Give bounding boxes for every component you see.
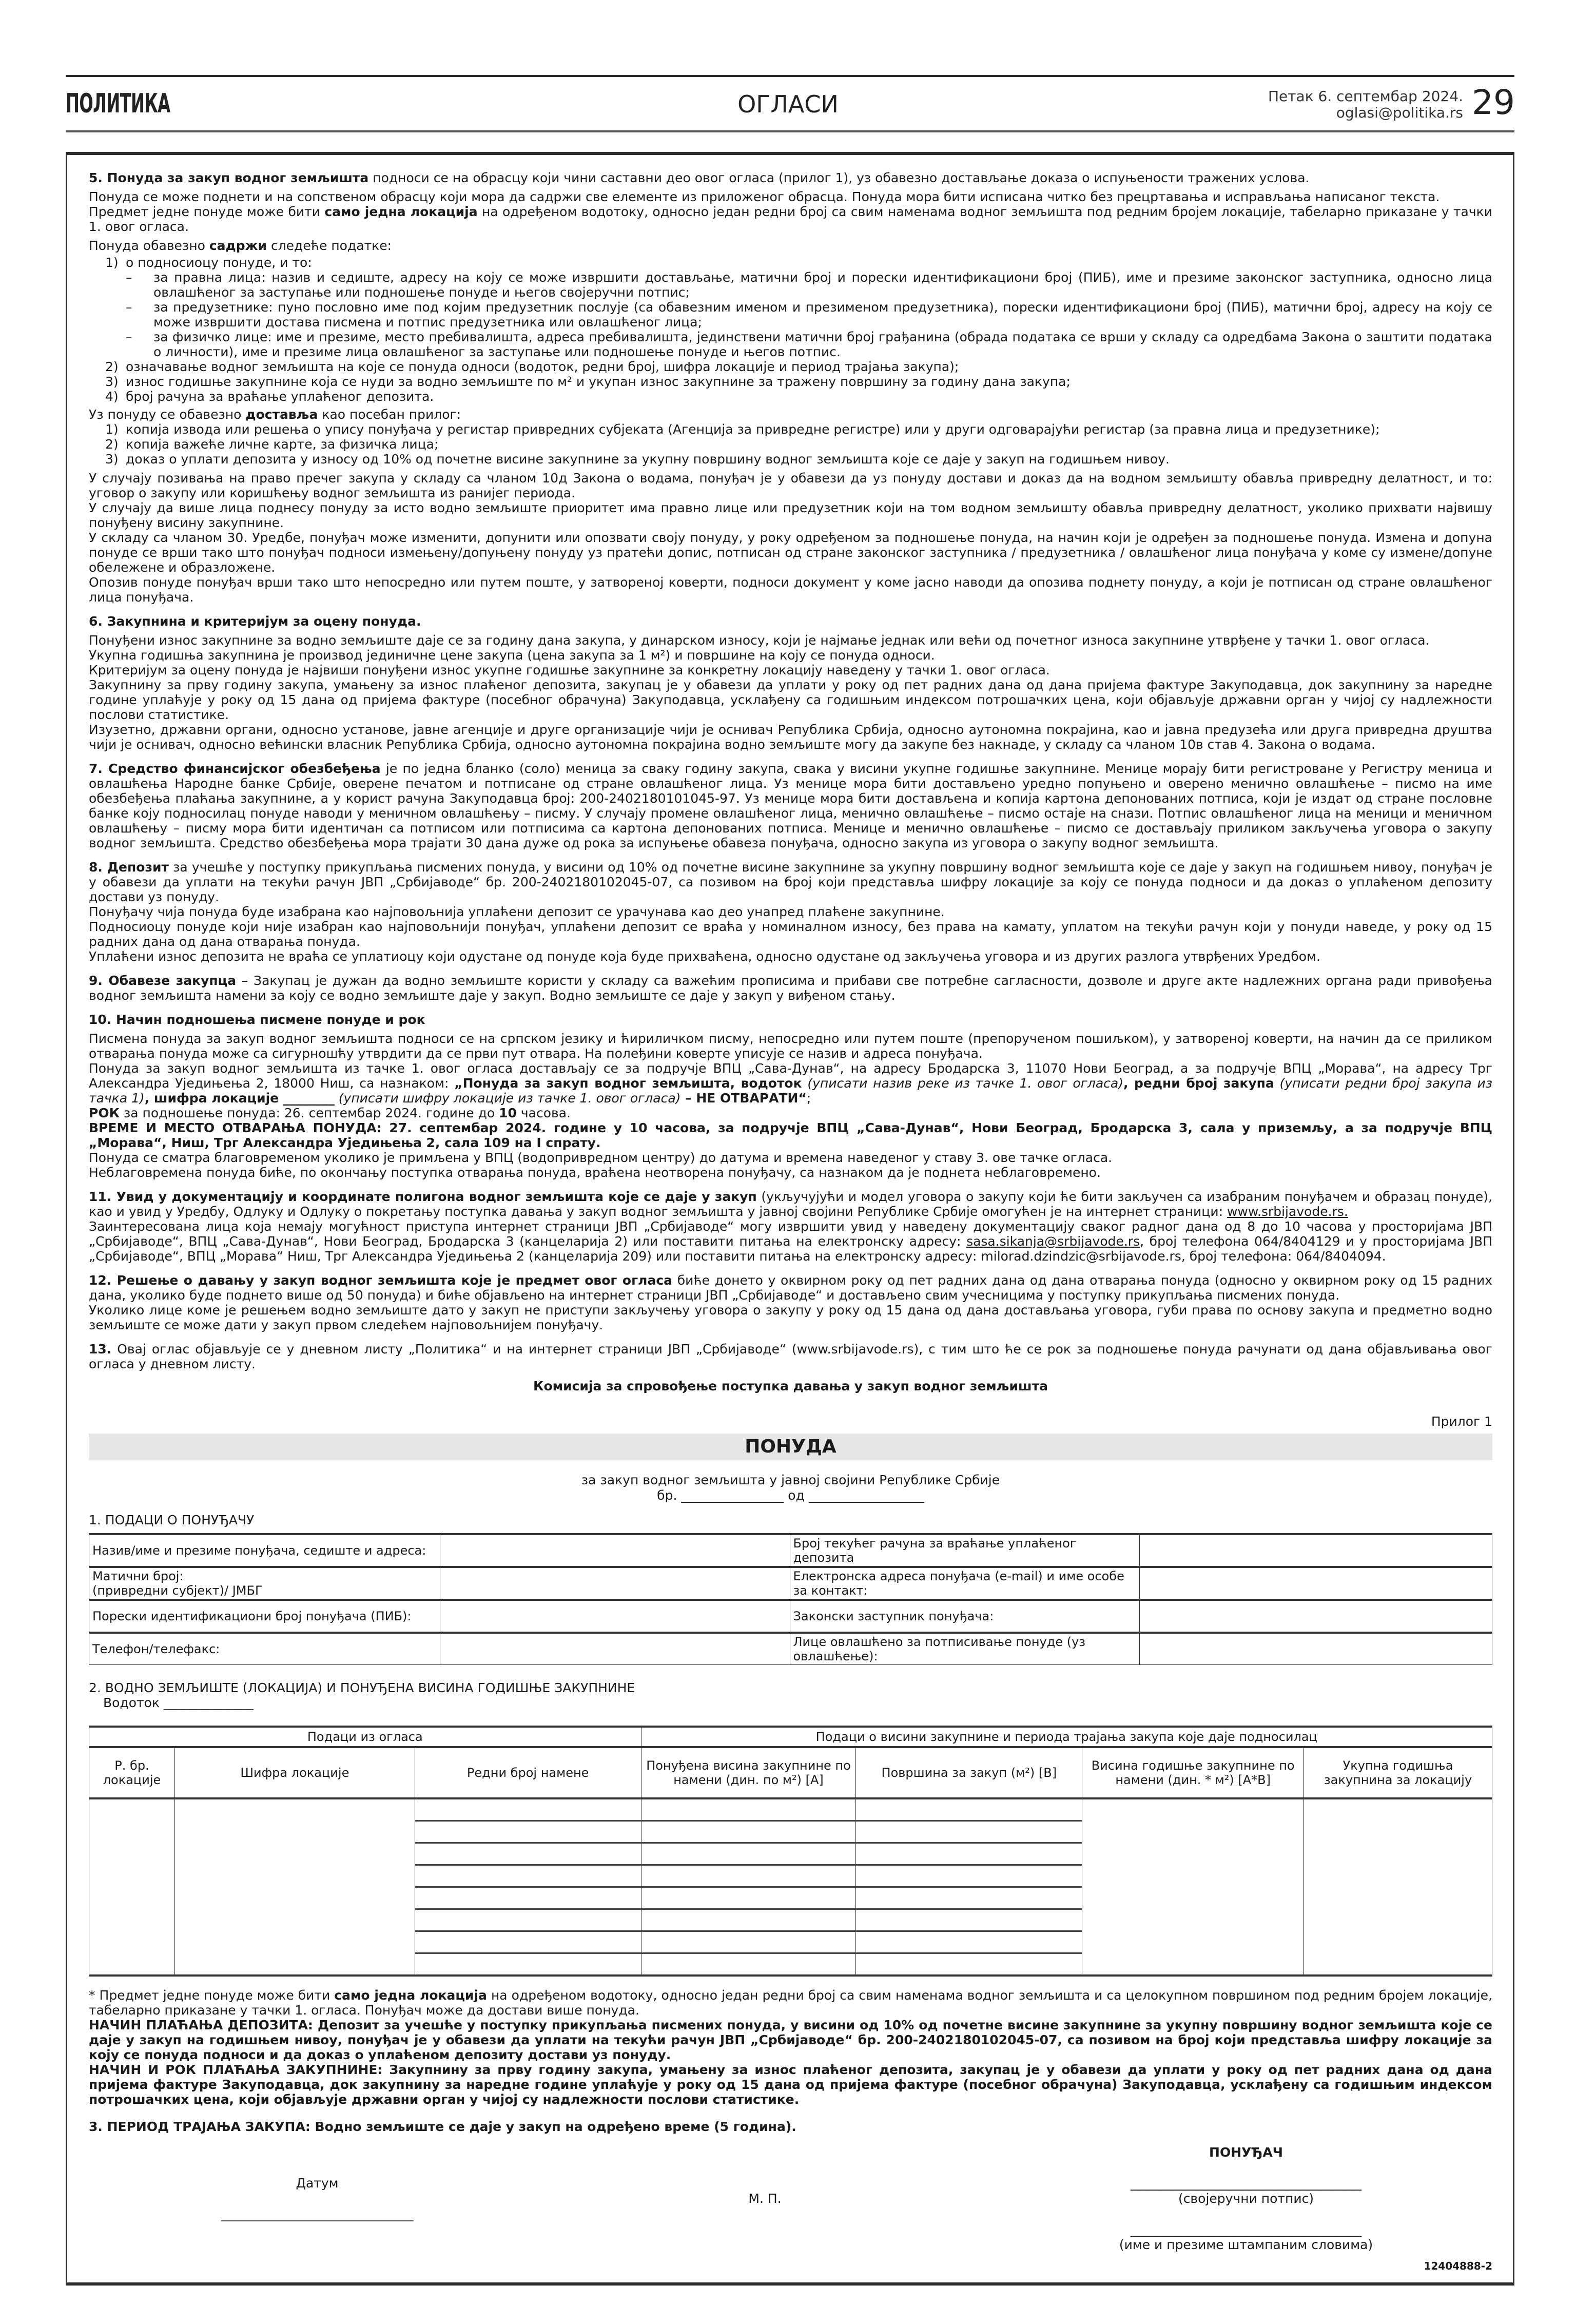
purpose-number-cell[interactable] bbox=[415, 1821, 641, 1843]
page-number: 29 bbox=[1472, 83, 1515, 122]
location-offer-table bbox=[89, 1726, 1492, 1977]
group-header-ad-data: Подаци из огласа bbox=[89, 1727, 641, 1747]
section-5 bbox=[89, 170, 1492, 404]
form-section-1: 1. ПОДАЦИ О ПОНУЂАЧУ bbox=[89, 1513, 255, 1527]
section-6 bbox=[89, 614, 1492, 752]
content-list bbox=[89, 255, 1492, 404]
section-7: 7. Средство финансијског обезбеђења је по једна бланко (соло) меница за сваку годину закупа, свака у висини укупне годишње закупнине. Менице морају бити регистроване у Регистру меница и овлашћења Народне банке Србије, оверене печатом и потписане од стране овлашћеног лица. Уз менице мора бити достављено уредно попуњено и оверено менично овлашћење – писмо на име обезбеђења плаћања закупнине, а у корист рачуна Закуподавца број: 200-2402180101045-97. Уз менице мора бити достављена и копија картона депонованих потписа, који је издат од стране пословне банке коју подносилац понуде наводи у меничном овлашћењу – писму. У случају промене овлашћеног лица, менично овлашћење – писмо остаје на снази. Потпис овлашћеног лица на меници и меничном овлашћењу – писму мора бити идентичан са потписом или потписима са картона депонованих потписа. Менице и менично овлашћење – писмо се достављају приликом закључења уговора о закупу водног земљишта. Средство обезбеђења мора трајати 30 дана дуже од рока за испуњење обавеза понуђача, односно закупа из уговора о закупу водног земљишта. bbox=[89, 761, 1492, 850]
form-notes: * Предмет једне понуде може бити само једна локација на одређеном водотоку, односно један редни број са свим наменама водног земљишта и са целокупном површином под редним бројем локације, табеларно приказане у тачки 1. огласа. Понуђач може да достави више понуда. НАЧИН ПЛАЋАЊА ДЕПОЗИТА: Депозит за учешће у поступку прикупљања писмених понуда, у висини од 10% од почетне висине закупнине за укупну површину водног земљишта које се даје у закуп на годишњем нивоу, понуђач је у обавези да уплати на текући рачун ЈВП „Србијаводе“ бр. 200-2402180102045-07, са позивом на број који представља шифру локације за коју се понуда подноси и да доказ о уплаћеном депозиту достави уз понуду. НАЧИН И РОК ПЛАЋАЊА ЗАКУПНИНЕ: Закупнину за прву годину закупа, умањену за износ плаћеног депозита, закупац је у обавези да уплати у року од пет радних дана од дана пријема фактуре Закуподавца, док закупнину за наредне године уплаћује у року од 15 дана од пријема фактуре (посебног обрачуна) Закуподавца, усклађену са годишњим индексом потрошачких цена, који објављује државни орган у чијој су надлежности послови статистике. bbox=[89, 1988, 1492, 2107]
printed-name-label: (име и презиме штампаним словима) bbox=[1119, 2237, 1373, 2252]
date-block bbox=[207, 2176, 427, 2222]
offered-rent-cell[interactable] bbox=[641, 1798, 856, 1821]
s6-title: 6. Закупнина и критеријум за оцену понуда. bbox=[89, 614, 421, 629]
field-input[interactable] bbox=[1140, 1633, 1492, 1665]
table-row bbox=[89, 1798, 1492, 1821]
area-cell[interactable] bbox=[856, 1865, 1082, 1887]
top-rule bbox=[66, 75, 1514, 77]
column-header: Понуђена висина закупнине по намени (дин. по м²) [A] bbox=[641, 1747, 856, 1798]
ad-code: 12404888-2 bbox=[1424, 2260, 1492, 2272]
deposit-payment-note: НАЧИН ПЛАЋАЊА ДЕПОЗИТА: Депозит за учешће у поступку прикупљања писмених понуда, у висини од 10% од почетне висине закупнине за укупну површину водног земљишта које се даје у закуп на годишњем нивоу, понуђач је у обавези да уплати на текући рачун ЈВП „Србијаводе“ бр. 200-2402180102045-07, са позивом на број који представља шифру локације за коју се понуда подноси и да доказ о уплаћеном депозиту достави уз понуду. bbox=[89, 2018, 1492, 2062]
watercourse-field[interactable]: Водоток ______________ bbox=[103, 1695, 254, 1710]
paragraph: Опозив понуде понуђач врши тако што непосредно или путем поште, у затвореној коверти, подноси документ у коме јасно наводи да опозива поднету понуду, а који је потписан од стране овлашћеног лица понуђача. bbox=[89, 575, 1492, 605]
paragraph: Критеријум за оцену понуда је највиши понуђени износ укупне годишње закупнине за конкретну локацију наведену у тачки 1. овог огласа. bbox=[89, 663, 1050, 677]
stamp-block bbox=[688, 2191, 842, 2206]
bidder-label: ПОНУЂАЧ bbox=[1209, 2145, 1283, 2160]
list-item: 2) копија важеће личне карте, за физичка лица; bbox=[105, 437, 439, 452]
paragraph: Неблаговремена понуда биће, по окончању поступка отварања понуда, враћена неотворена понуђачу, са назнаком да је поднета неблаговремено. bbox=[89, 1165, 1101, 1180]
lease-period: 3. ПЕРИОД ТРАЈАЊА ЗАКУПА: Водно земљиште се даје у закуп на одређено време (5 година). bbox=[89, 2119, 796, 2134]
offered-rent-cell[interactable] bbox=[641, 1843, 856, 1865]
list-item: 1) копија извода или решења о упису понуђача у регистар привредних субјеката (Агенција за привредне регистре) или у други одговарајући регистар (за правна лица и предузетнике); bbox=[105, 422, 1380, 437]
signature-field[interactable]: ____________________________________ bbox=[1131, 2176, 1361, 2191]
offered-rent-cell[interactable] bbox=[641, 1953, 856, 1976]
annex-label: Прилог 1 bbox=[1431, 1414, 1492, 1429]
form-section-2 bbox=[89, 1680, 1492, 1710]
paragraph: Подносиоцу понуде који није изабран као најповољнији понуђач, уплаћени депозит се враћа у номиналном износу, без права на камату, уплатом на текући рачун који у понуди наведе, у року од 15 радних дана од дана отварања понуда. bbox=[89, 919, 1492, 949]
purpose-number-cell[interactable] bbox=[415, 1843, 641, 1865]
issue-date-block bbox=[1268, 88, 1463, 121]
s5-p3: Предмет једне понуде може бити само једна локација на одређеном водотоку, односно један редни број са свим наменама водног земљишта под редним бројем локације, табеларно приказане у тачки 1. овог огласа. bbox=[89, 204, 1492, 234]
opening-time: ВРЕМЕ И МЕСТО ОТВАРАЊА ПОНУДА: 27. септембар 2024. године у 10 часова, за подручје ВПЦ „Сава-Дунав“, Нови Београд, Бродарска 3, сала у приземљу, а за подручје ВПЦ „Морава“, Ниш, Трг Александра Уједињења 2, сала 109 на I спрату. bbox=[89, 1120, 1492, 1150]
area-cell[interactable] bbox=[856, 1909, 1082, 1931]
s5-text: подноси се на обрасцу који чини саставни део овог огласа (прилог 1), уз обавезно достављање доказа о испуњености тражених услова. bbox=[368, 170, 1310, 185]
offered-rent-cell[interactable] bbox=[641, 1865, 856, 1887]
bidder-block bbox=[1102, 2145, 1390, 2253]
field-input[interactable] bbox=[440, 1534, 790, 1567]
list-subitem: – за предузетнике: пуно пословно име под којим предузетник послује (са обавезним именом и презименом предузетника), порески идентификациони број (ПИБ), матични број, адресу на коју се може извршити достава писмена и потпис предузетника или овлашћеног лица; bbox=[126, 300, 1492, 330]
field-input[interactable] bbox=[1140, 1567, 1492, 1600]
form-section-2-title: 2. ВОДНО ЗЕМЉИШТЕ (ЛОКАЦИЈА) И ПОНУЂЕНА ВИСИНА ГОДИШЊЕ ЗАКУПНИНЕ bbox=[89, 1680, 635, 1695]
area-cell[interactable] bbox=[856, 1953, 1082, 1976]
table-row bbox=[89, 1600, 1492, 1633]
ad-frame bbox=[66, 152, 1514, 2286]
list-subitem: – за физичко лице: име и презиме, место пребивалишта, адреса пребивалишта, јединствени матични број грађанина (обрада података се врши у складу са одредбама Закона о заштити података о личности), име и презиме лица овлашћеног за заступање или подношење понуде и његов потпис. bbox=[126, 330, 1492, 359]
paragraph: Изузетно, државни органи, односно установе, јавне агенције и друге организације чији је оснивач Република Србија, односно аутономна покрајина, као и јавна предузећа или друга привредна друштва чији је оснивач, односно већински власник Република Србија, односно аутономна покрајина водно земљиште могу да закупе без накнаде, у складу са чланом 10в став 4. Закона о водама. bbox=[89, 722, 1492, 752]
paragraph: Уплаћени износ депозита не враћа се уплатиоцу који одустане од понуде која буде прихваћена, односно одустане од закључења уговора и из других разлога утврђених Уредбом. bbox=[89, 949, 1320, 964]
paragraph: Понуђачу чија понуда буде изабрана као најповољнија уплаћени депозит се урачунава као део унапред плаћене закупнине. bbox=[89, 904, 945, 919]
table-row bbox=[89, 1534, 1492, 1567]
section-13: 13. Овај оглас објављује се у дневном листу „Политика“ и на интернет страници ЈВП „Србијаводе“ (www.srbijavode.rs), с тим што ће се рок за подношење понуда рачунати од дана објављивања овог огласа у дневном листу. Комисија за спровођење поступка давања у закуп водног земљишта bbox=[89, 1342, 1492, 1393]
stamp-label: М. П. bbox=[748, 2191, 782, 2206]
paragraph: У складу са чланом 30. Уредбе, понуђач може изменити, допунити или опозвати своју понуду, у року одређеном за подношење понуда, на начин који је одређен за подношење понуда. Измена и допуна понуде се врши тако што понуђач подноси измењену/допуњену понуду уз пратећи допис, потписан од стране законског заступника / предузетника / овлашћеног лица понуђача у коме су измене/допуне обележене и образложене. bbox=[89, 530, 1492, 575]
list-item: 3) доказ о уплати депозита у износу од 10% од почетне висине закупнине за укупну површину водног земљишта које се даје у закуп на годишњем нивоу. bbox=[105, 452, 1170, 467]
signature-area bbox=[89, 2145, 1492, 2253]
section-9: 9. Обавезе закупца – Закупац је дужан да водно земљиште користи у складу са важећим прописима и прибави све потребне сагласности, дозволе и друге акте надлежних органа ради привођења водног земљишта намени за коју се водно земљиште даје у закуп. Водно земљиште се даје у закуп у виђеном стању. bbox=[89, 973, 1492, 1003]
section-5-notes bbox=[89, 471, 1492, 605]
section-10: 10. Начин подношења писмене понуде и рок Писмена понуда за закуп водног земљишта подноси се на српском језику и ћириличком писму, непосредно или путем поште (препорученом пошиљком), у затвореној коверти, на начин да се приликом отварања понуда може са сигурношћу утврдити да се први пут отвара. На полеђини коверте уписује се назив и адреса понуђача. Понуда за закуп водног земљишта из тачке 1. овог огласа достављају се за подручје ВПЦ „Сава-Дунав“, на адресу Бродарска 3, 11070 Нови Београд, а за подручје ВПЦ „Морава“, на адресу Трг Александра Уједињења 2, 18000 Ниш, са назнаком: „Понуда за закуп водног земљишта, водоток (уписати назив реке из тачке 1. овог огласа), редни број закупа (уписати редни број закупа из тачка 1), шифра локације ________ (уписати шифру локације из тачке 1. овог огласа) – НЕ ОТВАРАТИ“; РОК за подношење понуда: 26. септембар 2024. године до 10 часова. ВРЕМЕ И МЕСТО ОТВАРАЊА ПОНУДА: 27. септембар 2024. године у 10 часова, за подручје ВПЦ „Сава-Дунав“, Нови Београд, Бродарска 3, сала у приземљу, а за подручје ВПЦ „Морава“, Ниш, Трг Александра Уједињења 2, сала 109 на I спрату. Понуда се сматра благовременом уколико је примљена у ВПЦ (водопривредном центру) до датума и времена наведеног у ставу 3. ове тачке огласа. Неблаговремена понуда биће, по окончању поступка отварања понуда, враћена неотворена понуђачу, са назнаком да је поднета неблаговремено. bbox=[89, 1012, 1493, 1180]
contact-email: oglasi@politika.rs bbox=[1336, 104, 1463, 121]
area-cell[interactable] bbox=[856, 1798, 1082, 1821]
field-label: Лице овлашћено за потписивање понуде (уз овлашћење): bbox=[790, 1633, 1140, 1665]
column-header: Укупна годишња закупнина за локацију bbox=[1304, 1747, 1492, 1798]
s5-p2: Понуда се може поднети и на сопственом обрасцу који мора да садржи све елементе из приложеног обрасца. Понуда мора бити исписана читко без прецртавања и исправљања написаног текста. bbox=[89, 189, 1440, 204]
deadline: РОК за подношење понуда: 26. септембар 2024. године до 10 часова. bbox=[89, 1106, 571, 1120]
paragraph: У случају позивања на право пречег закупа у складу са чланом 10д Закона о водама, понуђач је у обавези да уз понуду достави и доказ да на водном земљишту обавља привредну делатност, и то: уговор о закупу или коришћењу водног земљишта из ранијег периода. bbox=[89, 471, 1492, 500]
form-title: ПОНУДА bbox=[89, 1434, 1492, 1460]
date-label: Датум bbox=[296, 2176, 339, 2191]
field-input[interactable] bbox=[1140, 1534, 1492, 1567]
section-12: 12. Решење о давању у закуп водног земљишта које је предмет овог огласа биће донето у оквирном року од пет радних дана од дана отварања понуда (односно у оквирном року од 15 радних дана, уколико буде поднето више од 50 понуда) и биће објављено на интернет страници ЈВП „Србијаводе“ и достављено свим учесницима у поступку прикупљања писмених понуда. Уколико лице коме је решењем водно земљиште дато у закуп не приступи закључењу уговора о закупу у року од 15 дана од дана достављања уговора, губи права по основу закупа и предметно водно земљиште се може дати у закуп првом следећем најповољнијем понуђачу. bbox=[89, 1273, 1492, 1332]
list-item: 3) износ годишње закупнине која се нуди за водно земљиште по м² и укупан износ закупнине за тражену површину за годину дана закупа; bbox=[105, 374, 1071, 389]
s5-lead: 5. Понуда за закуп водног земљишта bbox=[89, 170, 369, 185]
field-input[interactable] bbox=[440, 1633, 790, 1665]
list-item: 1) о подносиоцу понуде, и то: bbox=[105, 255, 312, 270]
newspaper-logo: ПОЛИТИКА bbox=[66, 88, 170, 119]
s5-p4: Понуда обавезно садржи следеће податке: bbox=[89, 238, 392, 253]
group-header-bidder-data: Подаци о висини закупнине и периода трајања закупа које даје подносилац bbox=[641, 1727, 1492, 1747]
offered-rent-cell[interactable] bbox=[641, 1887, 856, 1909]
section-title: ОГЛАСИ bbox=[737, 90, 839, 118]
list-item: 2) означавање водног земљишта на које се понуда односи (водоток, редни број, шифра локације и период трајања закупа); bbox=[105, 359, 959, 374]
offered-rent-cell[interactable] bbox=[641, 1909, 856, 1931]
section-5-attachments: Уз понуду се обавезно доставља као посебан прилог: 1) копија извода или решења о упису понуђача у регистар привредних субјеката (Агенција за привредне регистре) или у други одговарајући регистар (за правна лица и предузетнике); 2) копија важеће личне карте, за физичка лица; 3) доказ о уплати депозита у износу од 10% од почетне висине закупнине за укупну површину водног земљишта које се даје у закуп на годишњем нивоу. bbox=[89, 407, 1492, 467]
column-header: Шифра локације bbox=[174, 1747, 415, 1798]
table-row bbox=[89, 1633, 1492, 1665]
field-input[interactable] bbox=[440, 1600, 790, 1633]
location-number-cell[interactable] bbox=[89, 1798, 175, 1976]
area-cell[interactable] bbox=[856, 1887, 1082, 1909]
purpose-number-cell[interactable] bbox=[415, 1931, 641, 1953]
paragraph: Писмена понуда за закуп водног земљишта подноси се на српском језику и ћириличком писму, непосредно или путем поште (препорученом пошиљком), у затвореној коверти, на начин да се приликом отварања понуда може са сигурношћу утврдити да се први пут отвара. На полеђини коверте уписује се назив и адреса понуђача. bbox=[89, 1031, 1492, 1061]
form-number-line[interactable]: бр. ________________ од __________________ bbox=[657, 1488, 924, 1503]
column-header: Површина за закуп (м²) [B] bbox=[856, 1747, 1082, 1798]
field-label: Порески идентификациони број понуђача (ПИБ): bbox=[89, 1600, 440, 1633]
field-label: Телефон/телефакс: bbox=[89, 1633, 440, 1665]
field-input[interactable] bbox=[1140, 1600, 1492, 1633]
offered-rent-cell[interactable] bbox=[641, 1931, 856, 1953]
printed-name-field[interactable]: ____________________________________ bbox=[1131, 2222, 1361, 2237]
purpose-number-cell[interactable] bbox=[415, 1953, 641, 1976]
list-subitem: – за правна лица: назив и седиште, адресу на коју се може извршити достављање, матични број и порески идентификациони број (ПИБ), име и презиме законског заступника, односно лица овлашћеног за заступање или подношење понуде и његов својеручни потпис; bbox=[126, 270, 1492, 300]
purpose-number-cell[interactable] bbox=[415, 1798, 641, 1821]
field-label: Матични број: (привредни субјект)/ ЈМБГ bbox=[89, 1567, 440, 1600]
email-link[interactable]: sasa.sikanja@srbijavode.rs bbox=[966, 1234, 1140, 1249]
issue-date: Петак 6. септембар 2024. bbox=[1268, 88, 1463, 105]
rent-payment-note: НАЧИН И РОК ПЛАЋАЊА ЗАКУПНИНЕ: Закупнину за прву годину закупа, умањену за износ плаћеног депозита, закупац је у обавези да уплати у року од пет радних дана од дана пријема фактуре Закуподавца, док закупнину за наредне године уплаћује у року од 15 дана од пријема фактуре (посебног обрачуна) Закуподавца, усклађену са годишњим индексом потрошачких цена, који објављује државни орган у чијој су надлежности послови статистике. bbox=[89, 2062, 1492, 2107]
total-rent-cell[interactable] bbox=[1304, 1798, 1492, 1976]
list-item: 4) број рачуна за враћање уплаћеног депозита. bbox=[105, 389, 434, 404]
paragraph: Понуда се сматра благовременом уколико је примљена у ВПЦ (водопривредном центру) до датума и времена наведеног у ставу 3. ове тачке огласа. bbox=[89, 1150, 1113, 1165]
date-field[interactable]: ______________________________ bbox=[221, 2206, 414, 2221]
signature-label: (својеручни потпис) bbox=[1178, 2191, 1314, 2206]
field-label: Назив/име и презиме понуђача, седиште и адреса: bbox=[89, 1534, 440, 1567]
website-link[interactable]: www.srbijavode.rs. bbox=[1227, 1204, 1348, 1219]
paragraph: Закупнину за прву годину закупа, умањену за износ плаћеног депозита, закупац је у обавези да уплати у року од пет радних дана од дана пријема фактуре Закуподавца, док закупнину за наредне године уплаћује у року од 15 дана од пријема фактуре (посебног обрачуна) Закуподавца, усклађену са годишњим индексом потрошачких цена, који објављује државни орган у чијој су надлежности послови статистике. bbox=[89, 677, 1492, 722]
field-input[interactable] bbox=[440, 1567, 790, 1600]
form-subtitle-text: за закуп водног земљишта у јавној својини Републике Србије bbox=[581, 1473, 1000, 1487]
paragraph: У случају да више лица поднесу понуду за исто водно земљиште приоритет има правно лице или предузетник који на том водном земљишту обавља привредну делатност, уколико прихвати највишу понуђену висину закупнине. bbox=[89, 500, 1492, 530]
header-rule bbox=[66, 130, 1514, 132]
purpose-number-cell[interactable] bbox=[415, 1865, 641, 1887]
location-code-cell[interactable] bbox=[174, 1798, 415, 1976]
paragraph: Укупна годишња закупнина је производ јединичне цене закупа (цена закупа за 1 м²) и површине на коју се понуда односи. bbox=[89, 648, 935, 663]
annual-rent-cell[interactable] bbox=[1082, 1798, 1304, 1976]
area-cell[interactable] bbox=[856, 1843, 1082, 1865]
bidder-data-table bbox=[89, 1533, 1492, 1665]
purpose-number-cell[interactable] bbox=[415, 1909, 641, 1931]
column-header: Редни број намене bbox=[415, 1747, 641, 1798]
field-label: Број текућег рачуна за враћање уплаћеног депозита bbox=[790, 1534, 1140, 1567]
column-header: Р. бр. локације bbox=[89, 1747, 175, 1798]
commission-signature: Комисија за спровођење поступка давања у закуп водног земљишта bbox=[533, 1379, 1048, 1393]
purpose-number-cell[interactable] bbox=[415, 1887, 641, 1909]
section-11: 11. Увид у документацију и координате полигона водног земљишта које се даје у закуп (укључујући и модел уговора о закупу који ће бити закључен са изабраним понуђачем и образац понуде), као и увид у Уредбу, Одлуку и Одлуку о покретању поступка давања у закуп водног земљишта у јавној својини Републике Србије омогућен је на интернет страници: www.srbijavode.rs. Заинтересована лица која немају могућност приступа интернет страници ЈВП „Србијаводе“ могу извршити увид у наведену документацију сваког радног дана од 8 до 10 часова у просторијама ЈВП „Србијаводе“, ВПЦ „Сава-Дунав“, Нови Београд, Бродарска 3 (канцеларија 2) или поставити питања на електронску адресу: sasa.sikanja@srbijavode.rs, број телефона 064/8404129 и у просторијама ЈВП „Србијаводе“, ВПЦ „Морава“ Ниш, Трг Александра Уједињења 2 (канцеларија 209) или поставити питања на електронску адресу: milorad.dzindzic@srbijavode.rs, број телефона: 064/8404094. bbox=[89, 1189, 1492, 1264]
column-header: Висина годишње закупнине по намени (дин. * м²) [A*B] bbox=[1082, 1747, 1304, 1798]
area-cell[interactable] bbox=[856, 1821, 1082, 1843]
field-label: Законски заступник понуђача: bbox=[790, 1600, 1140, 1633]
area-cell[interactable] bbox=[856, 1931, 1082, 1953]
paragraph: Понуђени износ закупнине за водно земљиште даје се за годину дана закупа, у динарском износу, који је најмање једнак или већи од почетног износа закупнине утврђене у тачки 1. овог огласа. bbox=[89, 633, 1430, 648]
field-label: Електронска адреса понуђача (e-mail) и име особе за контакт: bbox=[790, 1567, 1140, 1600]
table-row bbox=[89, 1567, 1492, 1600]
paragraph: Уколико лице коме је решењем водно земљиште дато у закуп не приступи закључењу уговора о закупу у року од 15 дана од дана достављања уговора, губи права по основу закупа и предметно водно земљиште се може дати у закуп првом следећем најповољнијем понуђачу. bbox=[89, 1303, 1492, 1332]
paragraph: Понуда за закуп водног земљишта из тачке 1. овог огласа достављају се за подручје ВПЦ „Сава-Дунав“, на адресу Бродарска 3, 11070 Нови Београд, а за подручје ВПЦ „Морава“, на адресу Трг Александра Уједињења 2, 18000 Ниш, са назнаком: „Понуда за закуп водног земљишта, водоток (уписати назив реке из тачке 1. овог огласа), редни број закупа (уписати редни број закупа из тачка 1), шифра локације ________ (уписати шифру локације из тачке 1. овог огласа) – НЕ ОТВАРАТИ“; bbox=[89, 1061, 1493, 1106]
form-subtitle bbox=[89, 1473, 1492, 1503]
section-8: 8. Депозит за учешће у поступку прикупљања писмених понуда, у висини од 10% од почетне висине закупнине за укупну површину водног земљишта које се даје у закуп на годишњем нивоу, понуђач је у обавези да уплати на текући рачун ЈВП „Србијаводе“ бр. 200-2402180102045-07, са позивом на број који представља шифру локације за коју се понуда подноси и да доказ о уплаћеном депозиту достави уз понуду. Понуђачу чија понуда буде изабрана као најповољнија уплаћени депозит се урачунава као део унапред плаћене закупнине. Подносиоцу понуде који није изабран као најповољнији понуђач, уплаћени депозит се враћа у номиналном износу, без права на камату, уплатом на текући рачун који у понуди наведе, у року од 15 радних дана од дана отварања понуда. Уплаћени износ депозита не враћа се уплатиоцу који одустане од понуде која буде прихваћена, односно одустане од закључења уговора и из других разлога утврђених Уредбом. bbox=[89, 860, 1492, 964]
offered-rent-cell[interactable] bbox=[641, 1821, 856, 1843]
